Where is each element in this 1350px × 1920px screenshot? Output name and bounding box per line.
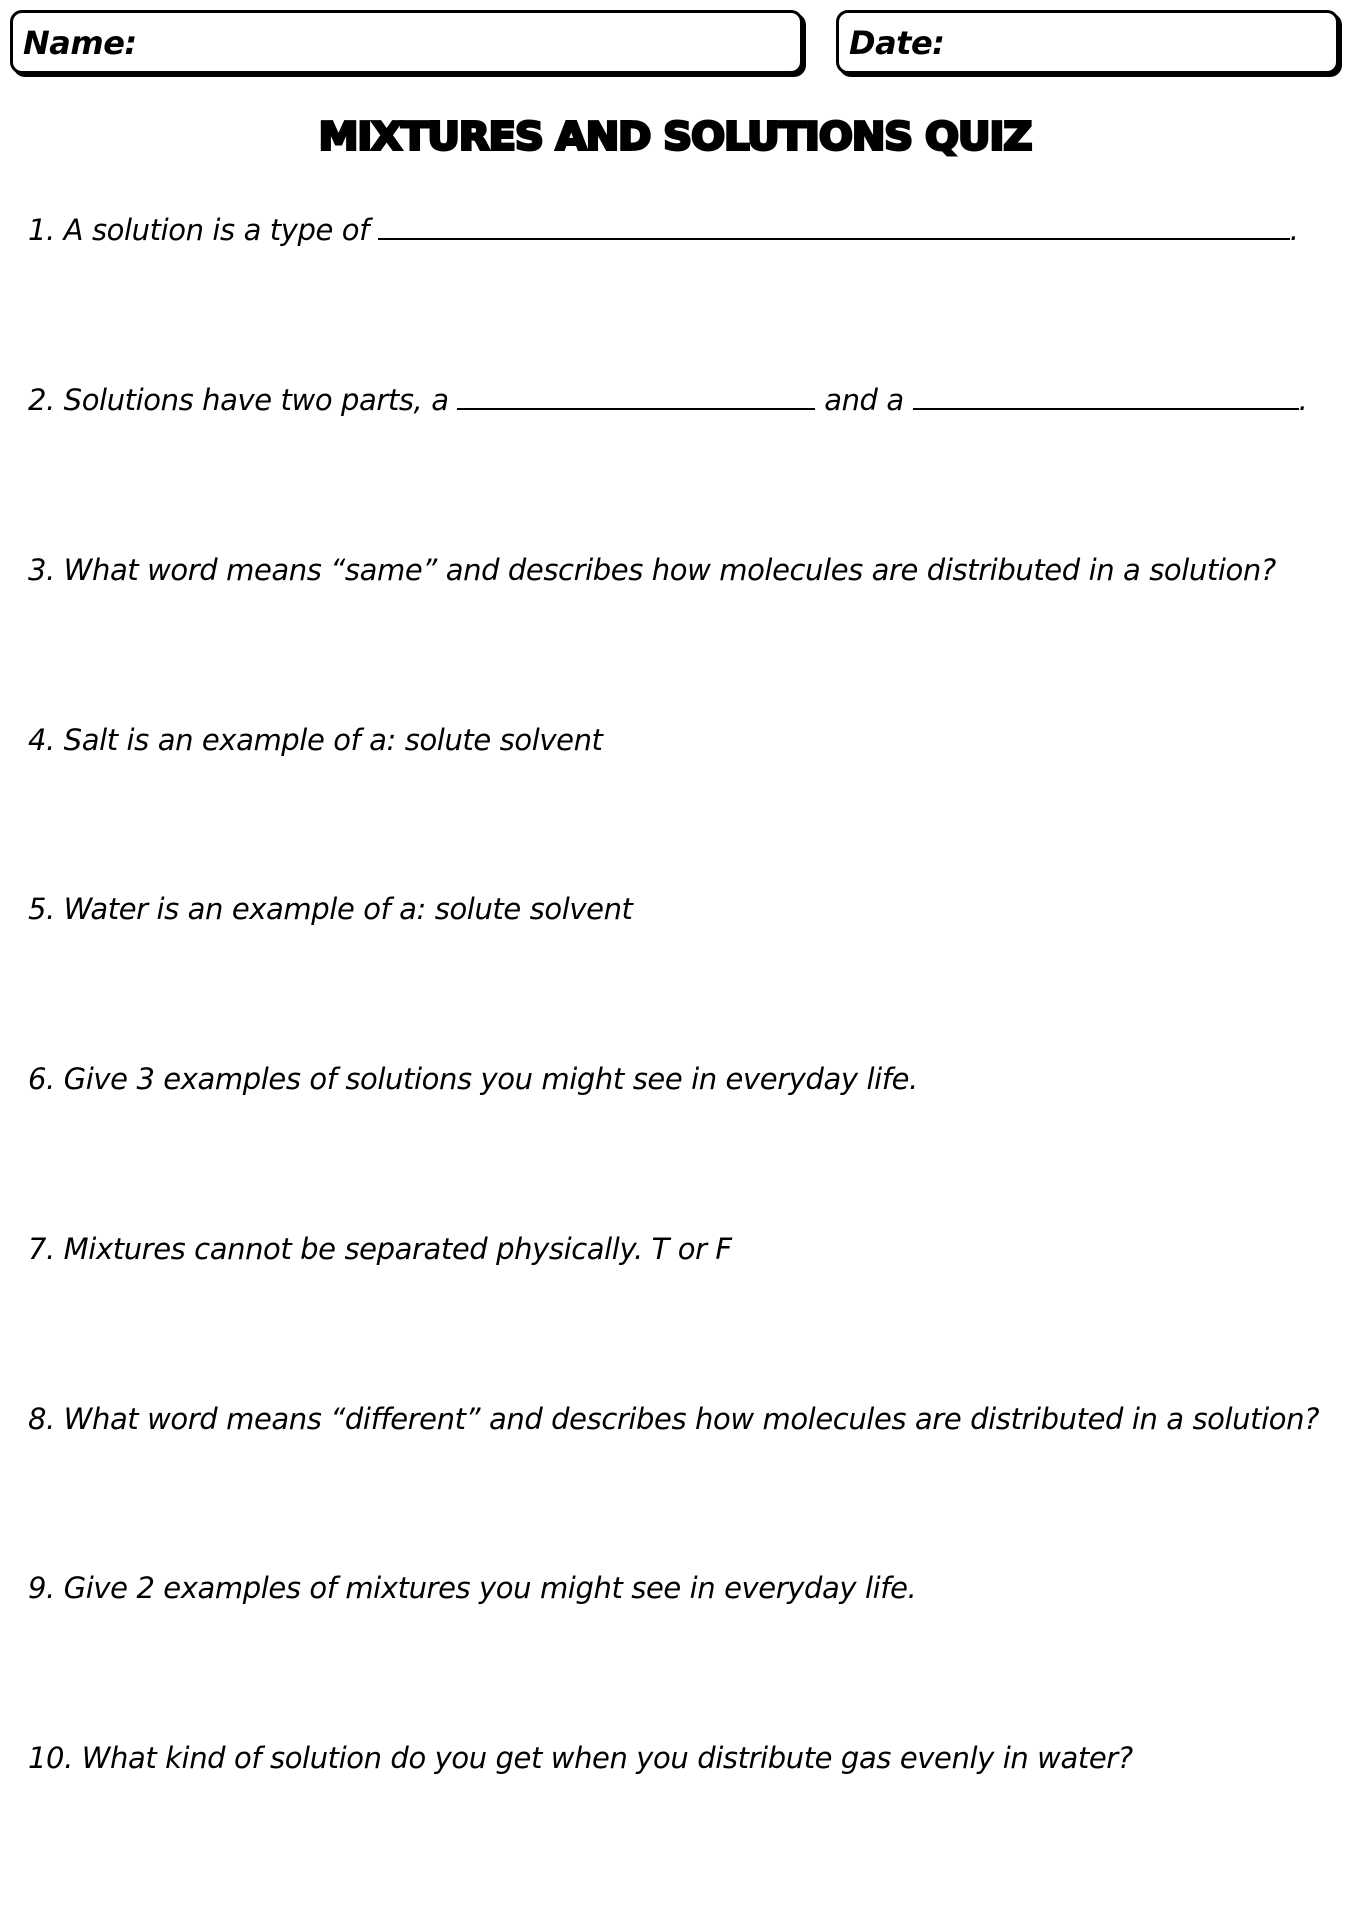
question-1-text: 1. A solution is a type of — [28, 213, 378, 247]
question-9: 9. Give 2 examples of mixtures you might see in everyday life. — [28, 1571, 917, 1605]
question-8: 8. What word means “different” and describes how molecules are distributed in a solution? — [28, 1402, 1320, 1436]
question-2-answer-blank-2[interactable] — [913, 382, 1299, 410]
question-1 — [28, 212, 1299, 248]
question-2-middle: and a — [815, 383, 913, 417]
question-2 — [28, 382, 1307, 418]
name-label: Name: — [23, 24, 137, 62]
question-7: 7. Mixtures cannot be separated physically. T or F — [28, 1232, 732, 1266]
name-field[interactable] — [10, 10, 803, 74]
question-5: 5. Water is an example of a: solute solvent — [28, 892, 633, 926]
date-label: Date: — [849, 24, 945, 62]
question-10: 10. What kind of solution do you get when you distribute gas evenly in water? — [28, 1741, 1133, 1775]
question-3: 3. What word means “same” and describes how molecules are distributed in a solution? — [28, 553, 1276, 587]
question-6: 6. Give 3 examples of solutions you might see in everyday life. — [28, 1062, 918, 1096]
question-2-text: 2. Solutions have two parts, a — [28, 383, 458, 417]
question-4: 4. Salt is an example of a: solute solvent — [28, 723, 603, 757]
question-2-end: . — [1298, 383, 1308, 417]
page-title: MIXTURES AND SOLUTIONS QUIZ — [318, 114, 1032, 160]
question-1-end: . — [1289, 213, 1299, 247]
question-2-answer-blank-1[interactable] — [457, 382, 815, 410]
question-1-answer-blank[interactable] — [378, 212, 1290, 240]
date-field[interactable] — [836, 10, 1339, 74]
